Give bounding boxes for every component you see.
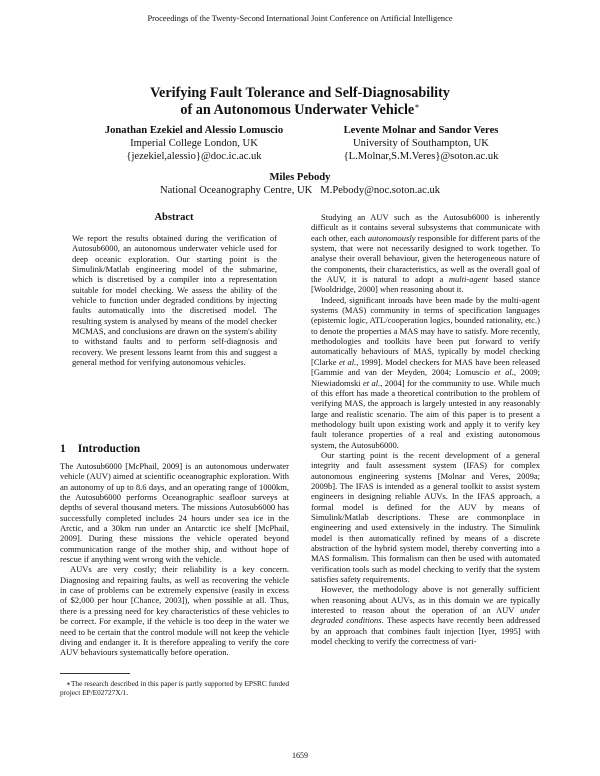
abstract-body bbox=[72, 233, 277, 367]
author-email: {jezekiel,alessio}@doc.ic.ac.uk bbox=[126, 151, 262, 163]
abstract-heading: Abstract bbox=[154, 212, 194, 223]
author-names: Levente Molnar and Sandor Veres bbox=[343, 125, 499, 136]
intro-paragraph-3: Studying an AUV such as the Autosub6000 is inherently difficult as it contains several subsystems that communicate with each other, each autonomously responsible for different parts of the system, that were not necessarily designed to work together. To analyse their overall behaviour, given the heterogeneous nature of the components, their characteristics, as well as the overall goal of the AUV, it is natural to adopt a multi-agent based stance [Wooldridge, 2000] when reasoning about it. bbox=[311, 212, 541, 295]
footnote bbox=[60, 679, 289, 697]
author-block-imperial bbox=[78, 124, 310, 164]
introduction-column-right bbox=[311, 212, 540, 646]
author-email: {L.Molnar,S.M.Veres}@soton.ac.uk bbox=[343, 151, 499, 163]
intro-paragraph-1: The Autosub6000 [McPhail, 2009] is an autonomous underwater vehicle (AUV) aimed at scientific oceanographic exploration. With an autonomy of up to 8.6 days, and an operating range of 1000km, the Autosub6000 performs Oceanographic seafloor surveys at depths of several thousand meters. The missions Autosub6000 has successfully completed includes 24 hours under sea ice in the Arctic, and a 30km run under an Antarctic ice shelf [McPhail, 2009]. During these missions the vehicle operated beyond communication range of the mother ship, and without hope of rescue if anything went wrong with the vehicle. bbox=[60, 461, 289, 565]
title-footnote-marker: ∗ bbox=[414, 101, 420, 111]
intro-paragraph-6: However, the methodology above is not generally sufficient when reasoning about AUVs, as in this domain we are typically interested to reason about the operation of an AUV under degraded conditions. These aspects have recently been addressed by an approach that combines fault injection [Iyer, 1995] with model checking to verify the correctness of vari- bbox=[311, 584, 540, 647]
section-title: Introduction bbox=[77, 443, 141, 455]
emphasis: et al. bbox=[338, 356, 357, 367]
footnote-rule bbox=[60, 673, 130, 674]
author-affiliation-email: National Oceanography Centre, UK M.Pebody@noc.soton.ac.uk bbox=[159, 185, 441, 197]
footnote-text: ∗The research described in this paper is partly supported by EPSRC funded project EP/E02727X/1. bbox=[60, 679, 289, 697]
paper-title bbox=[60, 85, 540, 119]
intro-paragraph-5: Our starting point is the recent development of a general integrity and fault assessment system (IFAS) for complex autonomous engineering systems [Molnar and Veres, 2009a; 2009b]. The IFAS is intended as a general toolkit to assist system engineers in designing reliable AUVs. In the IFAS approach, a formal model is defined for the AUV by means of Simulink/Matlab descriptions. These are commonplace in engineering and used extensively in the industry. The Simulink model is then automatically refined by means of a discrete abstraction of the hybrid system model, thereby converting into a MAS formalism. This formalism can then be used with automated verification tools such as model checking to verify that the system satisfies safety requirements. bbox=[311, 449, 540, 585]
title-line-2: of an Autonomous Underwater Vehicle∗ bbox=[180, 101, 420, 118]
author-affiliation: Imperial College London, UK bbox=[130, 138, 258, 150]
intro-paragraph-4: Indeed, significant inroads have been made by the multi-agent systems (MAS) community in terms of specification languages (epistemic logic, ATL/cooperation logics, bounded rationality, etc.) to denote the properties a MAS may have to satisfy. More recently, methodologies and toolkits have been put forward to verify automatically behaviours of MAS, typically by model checking [Clarke et al., 1999]. Model checkers for MAS have been released [Gammie and van der Meyden, 2004; Lomuscio et al., 2009; Niewiadomski et al., 2004] for the community to use. While much of this effort has made a theoretical contribution to the problem of verifying MAS, the approach is largely untested in any reasonably large and realistic scenario. The aim of this paper is to present a methodology built upon existing work and apply it to verify key fault tolerance properties of a real and existing autonomous system, the Autosub6000. bbox=[311, 294, 541, 450]
emphasis: under degraded conditions bbox=[311, 605, 540, 626]
section-heading-introduction bbox=[60, 443, 140, 455]
author-affiliation: University of Southampton, UK bbox=[353, 138, 489, 150]
author-block-southampton bbox=[312, 124, 530, 164]
emphasis: et al. bbox=[362, 377, 381, 388]
author-block-noc bbox=[90, 171, 510, 197]
page-number: 1659 bbox=[292, 751, 308, 760]
introduction-column-left bbox=[60, 461, 289, 658]
emphasis: multi-agent bbox=[448, 274, 489, 285]
title-line-1: Verifying Fault Tolerance and Self-Diagnosability bbox=[150, 85, 450, 101]
intro-paragraph-2: AUVs are very costly; their reliability is a key concern. Diagnosing and repairing faults, as well as recovering the vehicle in case of problems can be extremely expensive (easily in excess of $2,000 per hour [Chance, 2003]), when possible at all. Thus, there is a pressing need for key characteristics of these vehicles to be correct. For example, if the vehicle is too deep in the water we need to be certain that the control module will not keep the vehicle diving and endanger it. It is therefore appealing to verify the core AUV behaviours systematically before operation. bbox=[60, 564, 289, 658]
abstract-text: We report the results obtained during the verification of Autosub6000, an autonomous underwater vehicle used for deep oceanic exploration. Our starting point is the Simulink/Matlab engineering model of the submarine, which is discretised by a compiler into a representation suitable for model checking. We assess the ability of the vehicle to function under degraded conditions by injecting faults automatically into the discretised model. The resulting system is analysed by means of the model checker MCMAS, and conclusions are drawn on the system's ability to withstand faults and to perform self-diagnosis and recovery. We present lessons learnt from this and suggest a general method for verifying autonomous vehicles. bbox=[72, 233, 277, 368]
emphasis: autonomously bbox=[367, 232, 416, 243]
author-names: Jonathan Ezekiel and Alessio Lomuscio bbox=[104, 125, 284, 136]
running-head: Proceedings of the Twenty-Second International Joint Conference on Artificial Intelligence bbox=[147, 14, 453, 23]
emphasis: et al. bbox=[494, 367, 514, 378]
author-names: Miles Pebody bbox=[269, 172, 331, 183]
section-number: 1 bbox=[60, 443, 66, 455]
